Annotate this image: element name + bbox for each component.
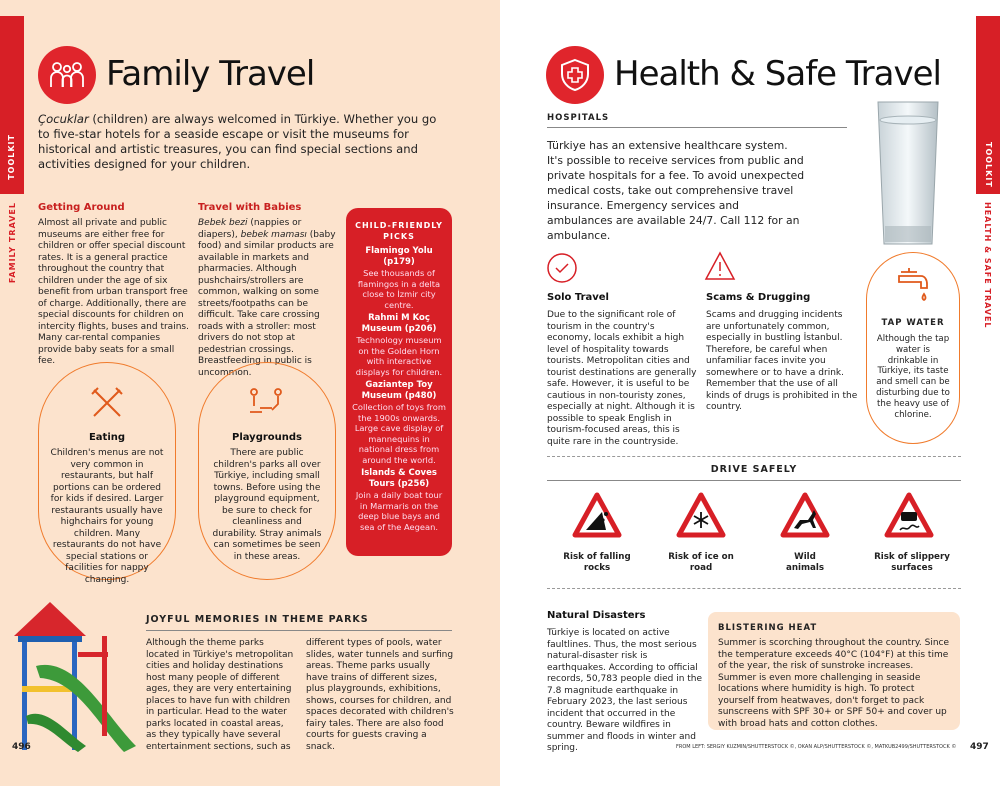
tap-icon	[897, 264, 931, 308]
picks-heading: CHILD-FRIENDLY PICKS	[355, 221, 443, 241]
drive-divider-top	[547, 456, 961, 457]
toolkit-tab-label: TOOLKIT	[7, 134, 16, 180]
wild-animals-sign-icon	[780, 492, 830, 542]
intro-text: (children) are always welcomed in Türkiye. Whether you go to five-star hotels for a seaside escape or visit the museums for historical and artistic treasures, you can find special sections and activities designed for your children.	[38, 112, 437, 171]
hospitals-text: Türkiye has an extensive healthcare system. It's possible to receive services from public and private hospitals for a fee. To avoid unexpected medical costs, take out comprehensive travel insurance. Emergency services and ambulances are available 24/7. Call 112 for an ambulance.	[547, 139, 805, 242]
hospitals-heading: HOSPITALS	[547, 113, 610, 123]
drive-safely-heading: DRIVE SAFELY	[710, 464, 798, 475]
intro-paragraph	[38, 112, 442, 172]
toolkit-tab-label: TOOLKIT	[984, 142, 993, 188]
playgrounds-text: There are public children's parks all over Türkiye, including small towns. Before using the playground equipment, be sure to check for cleanliness and durability. Stray animals can sometimes be seen in these areas.	[212, 448, 322, 562]
family-icon	[38, 46, 96, 104]
child-friendly-picks-box	[346, 208, 452, 556]
slippery-surface-sign-icon	[884, 492, 934, 542]
right-page	[504, 0, 1000, 786]
left-page	[0, 0, 500, 786]
side-label-health: HEALTH & SAFE TRAVEL	[983, 202, 992, 329]
pick-item: Flamingo Yolu (p179) See thousands of flamingos in a delta close to İzmir city centre.	[357, 246, 441, 310]
solo-heading: Solo Travel	[547, 292, 609, 303]
check-circle-icon	[546, 252, 578, 288]
falling-rocks-sign-icon	[572, 492, 622, 542]
theme-parks-heading: JOYFUL MEMORIES IN THEME PARKS	[146, 614, 369, 625]
cutlery-icon	[88, 384, 126, 426]
pick-item: Gaziantep Toy Museum (p480) Collection of toys from the 1900s onwards. Large cave display of mannequins in national dress from around the world.	[352, 380, 446, 465]
toolkit-tab-left[interactable]	[0, 16, 24, 194]
playground-photo	[6, 596, 142, 760]
theme-parks-col1: Although the theme parks located in Türkiye's metropolitan cities and holiday destinations host many people of different ages, they are very entertaining places to have fun with children in particular. Head to the water parks located in coastal areas, as they typically have several entertainment sections, such as	[146, 638, 294, 752]
theme-parks-col2: different types of pools, water slides, water tunnels and surfing areas. Theme parks usually have trains of different sizes, plus playgrounds, exhibitions, shows, courses for children, and spaces decorated with children's fairy tales. There are also food courts for guests craving a snack.	[306, 638, 454, 752]
page-title: Health & Safe Travel	[614, 54, 941, 94]
drive-divider-bottom	[547, 588, 961, 589]
theme-divider	[146, 630, 452, 631]
natural-disasters-heading: Natural Disasters	[547, 610, 646, 621]
shield-icon	[546, 46, 604, 104]
playgrounds-heading: Playgrounds	[231, 432, 303, 443]
scams-heading: Scams & Drugging	[706, 292, 811, 303]
pick-item: Rahmi M Koç Museum (p206) Technology museum on the Golden Horn with interactive displays for children.	[355, 313, 443, 377]
tap-water-heading: TAP WATER	[881, 318, 945, 328]
page-title: Family Travel	[106, 54, 315, 94]
ice-on-road-sign-icon	[676, 492, 726, 542]
playground-icon	[246, 384, 286, 424]
natural-disasters-text: Türkiye is located on active faultlines. Thus, the most serious natural-disaster risk is earthquakes. According to official records, 50,783 people died in the 7.8 magnitude earthquake in February 2023, the last serious incident that occurred in the country. Beware wildfires in summer and floods in winter and spring.	[547, 628, 703, 753]
toolkit-tab-right[interactable]	[976, 16, 1000, 194]
getting-around-text: Almost all private and public museums are either free for children or offer special discount rates. It is a general practice throughout the country that children under the age of six benefit from urban transport free of charge. Additionally, there are special discounts for children on intercity flights, buses and trains. Many car-rental companies provide baby seats for a small fee.	[38, 218, 189, 366]
blistering-heat-text: Summer is scorching throughout the country. Since the temperature exceeds 40°C (104°F) at this time of the year, the risk of sunstroke increases. Summer is even more challenging in seaside locations where humidity is high. To protect yourself from heatwaves, don't forget to pack sunscreens with SPF 30+ or SPF 50+ and cover up with broad hats and cotton clothes.	[718, 638, 950, 729]
drive-divider	[547, 480, 961, 481]
water-glass-photo	[876, 100, 940, 252]
page-number-left: 496	[12, 742, 31, 752]
scams-text: Scams and drugging incidents are unfortunately common, especially in bustling İstanbul. Therefore, be careful when unfamiliar faces invite you somewhere or to have a drink. Remember that the use of all kinds of drugs is prohibited in the country.	[706, 310, 858, 412]
intro-term: Çocuklar	[38, 112, 89, 126]
eating-text: Children's menus are not very common in restaurants, but half portions can be ordered for kids if desired. Larger restaurants usually have highchairs for young children. Many restaurants do not have special stations or facilities for nappy changing.	[50, 448, 164, 585]
hospitals-divider	[547, 127, 847, 128]
babies-heading: Travel with Babies	[198, 202, 302, 213]
getting-around-heading: Getting Around	[38, 202, 125, 213]
pick-item: Islands & Coves Tours (p256) Join a daily boat tour in Marmaris on the deep blue bays and sea of the Aegean.	[355, 468, 443, 532]
eating-heading: Eating	[88, 432, 126, 443]
sign-label-wild-animals: Wild animals	[785, 552, 825, 573]
side-label-family-travel: FAMILY TRAVEL	[8, 202, 17, 284]
blistering-heat-box	[708, 612, 960, 730]
blistering-heat-heading: BLISTERING HEAT	[718, 623, 818, 633]
sign-label-slippery: Risk of slippery surfaces	[874, 552, 950, 573]
photo-credits: FROM LEFT: SERGIY KUZMIN/SHUTTERSTOCK ©, OKAN ALP/SHUTTERSTOCK ©, MATKUB2499/SHUTTERSTOCK ©	[676, 744, 957, 750]
babies-text: Bebek bezi (nappies or diapers), bebek maması (baby food) and similar products are available in markets and pharmacies. Although pushchairs/strollers are common, walking on some streets/footpaths can be difficult. Take care crossing roads with a stroller: most drivers do not stop at pedestrian crossings. Breastfeeding in public is uncommon.	[198, 218, 336, 378]
sign-label-ice: Risk of ice on road	[668, 552, 734, 573]
warning-icon	[704, 250, 736, 286]
page-number-right: 497	[970, 742, 989, 752]
solo-text: Due to the significant role of tourism in the country's economy, locals exhibit a high level of hospitality towards tourists. Metropolitan cities and tourist destinations are generally safe. However, it is useful to be cautious in non-touristy zones, especially at night. Although it is possible to speak English in tourism-focused areas, this is quite rare in the countryside.	[547, 310, 697, 447]
sign-label-falling-rocks: Risk of falling rocks	[563, 552, 631, 573]
tap-water-text: Although the tap water is drinkable in Türkiye, its taste and smell can be disturbing due to the heavy use of chlorine.	[876, 334, 950, 420]
